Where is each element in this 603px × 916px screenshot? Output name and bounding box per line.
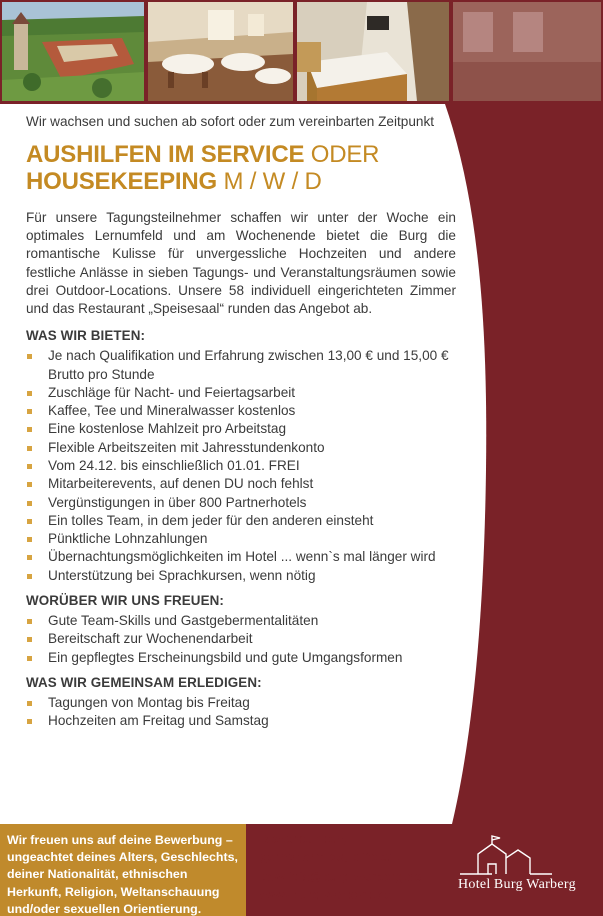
bullet-icon — [27, 555, 32, 560]
list-item-text: Bereitschaft zur Wochenendarbeit — [48, 631, 253, 647]
list-item-text: Mitarbeiterevents, auf denen DU noch fehlst — [48, 476, 314, 492]
list-item-text: Ein tolles Team, in dem jeder für den anderen einsteht — [48, 512, 374, 528]
bullet-icon — [27, 482, 32, 487]
apply-email-link[interactable]: pawlidis@burg-warberg.de — [260, 870, 422, 884]
list-item — [26, 384, 456, 402]
logo-word-warberg: Warberg — [526, 877, 576, 892]
list-item-text: Unterstützung bei Sprachkursen, wenn nötig — [48, 567, 316, 583]
bullet-icon — [27, 501, 32, 506]
headline-bold-2: HOUSEKEEPING — [26, 168, 217, 195]
diversity-notice-text: Wir freuen uns auf deine Bewerbung – ungeachtet deines Alters, Geschlechts, deiner Nationalität, ethnischen Herkunft, Religion, Weltanschauung und/oder sexuellen Orientierung. — [7, 833, 238, 916]
section-tasks — [26, 675, 456, 731]
headline-rest-2: M / W / D — [216, 168, 322, 195]
list-item-text: Ein gepflegtes Erscheinungsbild und gute Umgangsformen — [48, 649, 403, 665]
list-item-text: Kaffee, Tee und Mineralwasser kostenlos — [48, 403, 296, 419]
list-item-text: Vom 24.12. bis einschließlich 01.01. FREI — [48, 458, 300, 473]
bullet-icon — [27, 619, 32, 624]
bullet-icon — [27, 391, 32, 396]
list-item — [26, 630, 456, 648]
list-item — [26, 694, 456, 712]
list-item-text: Flexible Arbeitszeiten mit Jahresstundenkonto — [48, 439, 325, 455]
apply-line-1: Bewerbungen, — [260, 832, 347, 846]
bullet-icon — [27, 519, 32, 524]
list-item-text: Zuschläge für Nacht- und Feiertagsarbeit — [48, 384, 296, 400]
headline-bold-1: AUSHILFEN IM SERVICE — [26, 141, 305, 168]
diversity-notice — [0, 824, 246, 916]
job-headline — [26, 141, 456, 195]
list-item — [26, 494, 456, 512]
benefits-list — [26, 347, 456, 585]
apply-line-2: gerne formlos, bitte an: — [260, 850, 400, 864]
hotel-logo — [452, 832, 598, 896]
application-info — [260, 830, 421, 904]
list-item — [26, 567, 456, 585]
list-item-text: Hochzeiten am Freitag und Samstag — [48, 713, 269, 729]
bullet-icon — [27, 574, 32, 579]
bullet-icon — [27, 446, 32, 451]
section-title: WORÜBER WIR UNS FREUEN: — [26, 593, 224, 609]
list-item-text: Vergünstigungen in über 800 Partnerhotels — [48, 494, 307, 510]
section-benefits — [26, 328, 456, 585]
logo-text — [458, 877, 576, 893]
list-item — [26, 475, 456, 493]
bullet-icon — [27, 637, 32, 642]
intro-text: Wir wachsen und suchen ab sofort oder zum vereinbarten Zeitpunkt — [26, 114, 435, 129]
bullet-icon — [27, 537, 32, 542]
list-item — [26, 530, 456, 548]
main-content — [26, 113, 456, 739]
list-item — [26, 512, 456, 530]
list-item-text: Übernachtungsmöglichkeiten im Hotel ... wenn`s mal länger wird — [48, 549, 436, 565]
headline-rest-1: ODER — [304, 141, 380, 168]
description-text: Für unsere Tagungsteilnehmer schaffen wir unter der Woche ein optimales Lernumfeld und am Wochenende bietet die Burg die romantische Kulisse für unvergessliche Hochzeiten und andere festliche Anlässe in sieben Tagungs- und Veranstaltungsräumen sowie drei Outdoor-Locations. Unsere 58 individuell eingerichteten Zimmer und das Restaurant „Speisesaal“ runden das Angebot ab. — [26, 210, 456, 317]
bullet-icon — [27, 656, 32, 661]
list-item — [26, 420, 456, 438]
list-item — [26, 712, 456, 730]
list-item-text: Eine kostenlose Mahlzeit pro Arbeitstag — [48, 421, 287, 437]
list-item — [26, 649, 456, 667]
bullet-icon — [27, 354, 32, 359]
list-item-text: Gute Team-Skills und Gastgebermentalitäten — [48, 613, 319, 629]
apply-website-link[interactable]: www.burg-warberg.de — [260, 888, 392, 902]
logo-word-burg: Burg — [493, 877, 523, 892]
logo-word-hotel: Hotel — [458, 877, 491, 892]
bullet-icon — [27, 719, 32, 724]
list-item — [26, 347, 456, 384]
tasks-list — [26, 694, 456, 731]
list-item-text: Je nach Qualifikation und Erfahrung zwischen 13,00 € und 15,00 € Brutto pro Stunde — [48, 348, 449, 382]
castle-logo-icon — [452, 832, 598, 878]
bullet-icon — [27, 409, 32, 414]
list-item-text: Tagungen von Montag bis Freitag — [48, 694, 250, 710]
section-title: WAS WIR GEMEINSAM ERLEDIGEN: — [26, 674, 262, 690]
bullet-icon — [27, 701, 32, 706]
list-item-text: Pünktliche Lohnzahlungen — [48, 531, 208, 547]
section-expectations — [26, 593, 456, 667]
list-item — [26, 457, 456, 475]
expectations-list — [26, 612, 456, 667]
bullet-icon — [27, 427, 32, 432]
list-item — [26, 439, 456, 457]
bullet-icon — [27, 464, 32, 469]
list-item — [26, 612, 456, 630]
section-title: WAS WIR BIETEN: — [26, 328, 146, 344]
list-item — [26, 548, 456, 566]
list-item — [26, 402, 456, 420]
